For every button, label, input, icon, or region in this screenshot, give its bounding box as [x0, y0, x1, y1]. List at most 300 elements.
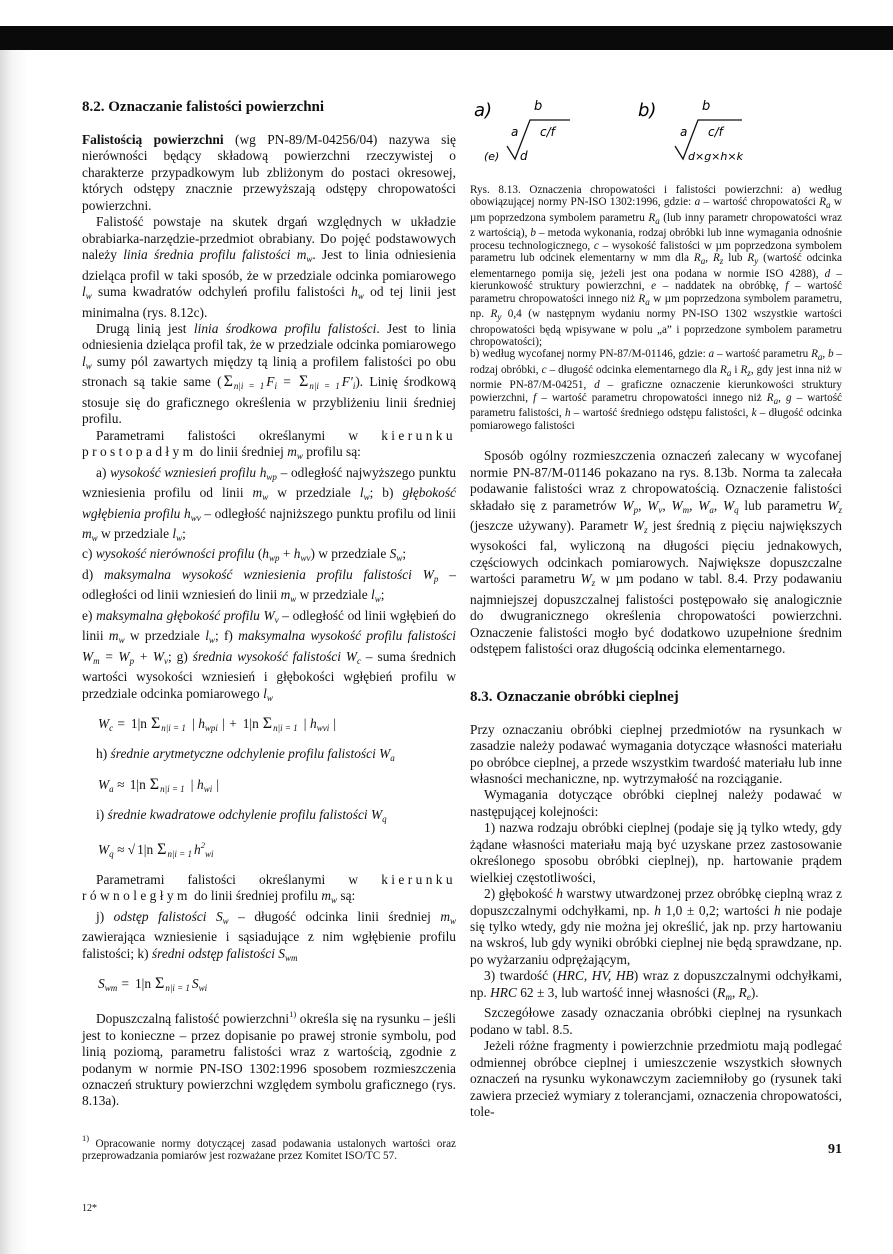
- text-run: ; b): [369, 485, 403, 501]
- paragraph: [82, 1006, 456, 1110]
- symbol-a: [474, 99, 570, 163]
- text-run: w przedziale: [124, 628, 206, 644]
- text-run: – długość odcinka pomiarowego falistości: [470, 407, 842, 432]
- text-run: – metoda wykonania, rodzaj obróbki lub inne wymagania odnośnie procesu technologicznego,: [470, 227, 842, 252]
- paragraph: [82, 428, 456, 465]
- text-run: R: [738, 984, 747, 1000]
- formula-wa: [98, 775, 456, 799]
- text-run: m: [280, 587, 291, 603]
- text-run: R: [638, 292, 646, 305]
- text-run: Jeżeli różne fragmenty i powierzchnie przedmiotu mają podlegać odmiennej obróbce cieplnej i umieszczenie wszystkich słownych oznaczeń na rysunku wykonawczym zaciemniłoby go (rysunek taki zawiera przecież wymiary z tolerancjami, oznaczenia chropowatości, tole-: [470, 1038, 842, 1120]
- text-run: Szczegółowe zasady oznaczania obróbki cieplnej na rysunkach podano w tabl. 8.5.: [470, 1005, 842, 1037]
- text-run: linia środkowa profilu falistości: [193, 320, 377, 336]
- text-run: . Jest to linia odniesienia dzieląca profil w taki sposób, że w przedziale odcinka pomiarowego: [82, 247, 456, 283]
- text-run: – suma średnich wartości wysokości wzniesień i głębokości wgłębień profilu w przedziale odcinka pomiarowego: [82, 648, 456, 701]
- text-run: g: [785, 391, 792, 404]
- summation-limits: n|i = 1: [273, 723, 298, 734]
- text-run: nie podaje się tylko wtedy, gdy nie można jej określić, jak np. przy hartowaniu na wskroś, lub gdy wyniki obróbki cieplnej nie będą sprawdzane, np. po wyżarzaniu odprężającym,: [470, 902, 842, 967]
- text-run: ; g): [168, 648, 193, 664]
- text-run: – wartość parametru chropowatości innego niż: [470, 280, 843, 305]
- text-run: W: [671, 497, 683, 513]
- text-run: S: [389, 546, 397, 562]
- text-run: e: [746, 991, 751, 1002]
- text-run: maksymalna wysokość profilu falistości W: [82, 628, 456, 664]
- list-item: [470, 886, 842, 968]
- text-run: warstwy utwardzonej przez obróbkę cieplną wraz z dopuszczalnymi odchyłkami, np.: [470, 886, 842, 918]
- text-run: v: [164, 655, 169, 666]
- text-run: a: [826, 200, 831, 211]
- text-run: ≈ √: [113, 841, 136, 857]
- figure-label-b: b): [638, 100, 657, 121]
- text-run: – wartość parametru falistości,: [470, 391, 843, 420]
- text-run: ; f): [214, 628, 239, 644]
- text-run: f: [533, 391, 537, 404]
- text-run: | +: [217, 716, 241, 732]
- text-run: v: [658, 504, 663, 515]
- text-run: ,: [778, 391, 786, 404]
- text-run: średnia wysokość falistości W: [192, 648, 358, 664]
- text-run: , gdy jest inna niż w normie PN-87/M-04251,: [470, 363, 843, 392]
- text-run: (wg PN-89/M-04256/04) nazywa się nierówności będący składową powierzchni rzeczywistej o charakterze przypadkowym lub zbliżonym do postaci okresowej, których odstępy znacznie przewyższają odstępy chropowatości powierzchni.: [82, 132, 456, 213]
- text-run: suma kwadratów odchyleń profilu falistości: [91, 284, 352, 300]
- text-run: a: [708, 348, 715, 361]
- text-run: w: [85, 360, 92, 371]
- summation-limits: n|i = 1: [165, 983, 190, 994]
- text-run: =: [117, 976, 133, 992]
- scan-left-edge: [0, 50, 28, 1254]
- text-run: c: [357, 655, 362, 666]
- text-run: W: [580, 571, 592, 587]
- text-run: w: [118, 635, 125, 646]
- text-run: m: [725, 991, 732, 1002]
- field-b: b: [534, 99, 543, 114]
- summation: [155, 975, 190, 994]
- text-run: Falistość powstaje na skutek drgań względnych w układzie obrabiarka-narzędzie-przedmiot obrabiany. Do pojęć podstawowych należy: [82, 214, 456, 263]
- text-run: W: [98, 841, 110, 857]
- text-run: d: [824, 267, 831, 280]
- text-run: q: [109, 848, 114, 859]
- text-run: p: [433, 573, 439, 584]
- text-run: – wartość parametru: [714, 348, 812, 361]
- right-column: [470, 92, 842, 1158]
- text-run: F′: [341, 374, 353, 390]
- text-run: – wysokość falistości w µm poprzedzona symbolem parametru lub odcinek elementarny w mm dla: [470, 239, 842, 265]
- text-run: h: [556, 886, 563, 902]
- text-run: w µm poprzedzona symbolem parametru: [470, 196, 842, 224]
- text-run: wysokość wzniesień profilu h: [110, 464, 267, 480]
- text-run: wm: [104, 983, 118, 994]
- text-run: 1): [82, 1132, 90, 1143]
- text-run: | h: [187, 716, 205, 732]
- text-run: | h: [299, 716, 317, 732]
- text-run: R: [693, 252, 701, 265]
- text-run: wv: [190, 512, 201, 523]
- paragraph: [470, 722, 842, 788]
- text-run: w przedziale: [97, 525, 173, 541]
- text-run: 1,0 ± 0,2; wartości: [660, 902, 774, 918]
- text-run: średnie arytmetyczne odchylenie profilu falistości W: [110, 746, 391, 762]
- text-run: Falistością powierzchni: [82, 132, 224, 147]
- list-item: [82, 567, 456, 608]
- sigma-symbol: Σ: [155, 975, 165, 993]
- text-run: wv: [300, 553, 311, 564]
- summation-limits: n|i = 1: [161, 723, 186, 734]
- text-run: ).: [750, 984, 759, 1000]
- text-run: Opracowanie normy dotyczącej zasad podawania ustalonych wartości oraz przeprowadzania pomiarów jest rozważane przez Komitet ISO/TC 57.: [82, 1137, 456, 1163]
- page-number: 91: [828, 1142, 842, 1158]
- text-run: c: [541, 363, 547, 376]
- list-item: [82, 465, 456, 547]
- text-run: Drugą linią jest: [96, 320, 194, 336]
- text-run: wpi: [204, 723, 218, 734]
- paragraph: [82, 872, 456, 909]
- formula-wq: [98, 835, 456, 864]
- text-run: ;: [380, 587, 385, 603]
- text-run: W: [827, 497, 839, 513]
- text-run: R: [811, 348, 818, 361]
- text-run: R: [490, 308, 498, 321]
- fraction: 1|n: [130, 716, 147, 732]
- text-run: – kierunkowość struktury powierzchni,: [470, 267, 842, 293]
- text-run: d): [82, 566, 105, 582]
- text-run: średni odstęp falistości S: [151, 945, 285, 961]
- text-run: ,: [713, 497, 723, 513]
- sigma-symbol: Σ: [223, 373, 233, 391]
- text-run: . Jest to linia odniesienia dzieląca profil tak, że w przedziale odcinka pomiarowego: [82, 320, 456, 353]
- text-run: d: [594, 379, 600, 392]
- text-run: h): [96, 746, 111, 762]
- text-run: HRC, HV, HB: [557, 968, 634, 984]
- text-run: c): [82, 546, 96, 562]
- text-run: 1): [289, 1009, 297, 1020]
- text-run: ) w przedziale: [310, 546, 390, 562]
- summation-limits: n|i = 1: [233, 381, 265, 392]
- text-run: z: [838, 504, 842, 515]
- caption-part-a: [470, 184, 842, 348]
- text-run: głębokość wgłębienia profilu h: [82, 485, 456, 521]
- text-run: kierunku równoległym: [82, 871, 456, 904]
- text-run: – naddatek na obróbkę,: [656, 280, 786, 293]
- text-run: w: [396, 553, 403, 564]
- text-run: są:: [337, 888, 356, 904]
- text-run: a: [694, 196, 701, 209]
- text-run: l: [359, 485, 364, 501]
- sigma-symbol: Σ: [262, 715, 273, 733]
- text-run: a: [700, 256, 706, 267]
- text-run: Sposób ogólny rozmieszczenia oznaczeń zalecany w wycofanej normie PN-87/M-01146 pokazano na rys. 8.13b. Norma ta zalecała podawanie falistości wraz z chropowatością. Oznaczenie falistości składało się z parametrów: [470, 448, 842, 513]
- text-run: l: [82, 353, 86, 369]
- text-run: – długość odcinka elementarnego dla: [546, 363, 720, 376]
- text-run: + W: [134, 648, 165, 664]
- text-run: R: [712, 252, 720, 265]
- text-run: w: [331, 895, 338, 906]
- text-run: ,: [662, 497, 672, 513]
- text-run: l: [172, 525, 177, 541]
- text-run: (jeszcze używany). Parametr: [470, 517, 633, 533]
- text-run: w: [449, 915, 456, 926]
- paragraph: [82, 132, 456, 214]
- text-run: l: [205, 628, 209, 644]
- text-run: w: [363, 492, 370, 503]
- text-run: R: [747, 252, 755, 265]
- fraction: 1|n: [129, 776, 146, 792]
- text-run: b) według wycofanej normy PN-87/M-01146, gdzie:: [470, 348, 709, 361]
- text-run: 2) głębokość: [484, 886, 557, 902]
- list-item: [82, 746, 456, 766]
- text-run: w przedziale: [268, 485, 360, 501]
- text-run: a: [773, 395, 779, 406]
- field-e: (e): [484, 150, 500, 163]
- figure-caption: [470, 184, 842, 432]
- text-run: q: [382, 813, 387, 824]
- text-run: wi: [203, 783, 213, 794]
- text-run: Dopuszczalną falistość powierzchni: [96, 1011, 290, 1027]
- summation: [157, 842, 192, 857]
- text-run: R: [719, 363, 727, 376]
- text-run: w: [222, 915, 229, 926]
- text-run: a: [390, 753, 395, 764]
- text-run: – długość odcinka linii średniej: [228, 908, 441, 924]
- text-run: a: [726, 367, 732, 378]
- text-run: w: [306, 254, 313, 265]
- sigma-symbol: Σ: [299, 373, 309, 391]
- text-run: wvi: [316, 723, 330, 734]
- text-run: h: [564, 407, 571, 420]
- text-run: 62 ± 3, lub wartość innej własności (: [516, 984, 718, 1000]
- text-run: w: [357, 291, 364, 302]
- summation-limits: n|i = 1: [309, 381, 340, 392]
- text-run: h: [773, 902, 781, 918]
- text-run: a): [96, 464, 111, 480]
- summation: [223, 373, 265, 392]
- text-run: e): [82, 607, 97, 623]
- text-run: 0,4 (w następnym wydaniu normy PN-ISO 1302 wszystkie wartości chropowatości będą wpisywane w polu „a” i poprzedzone symbolem parametru chropowatości);: [470, 308, 843, 348]
- text-run: i: [731, 363, 741, 376]
- field-a: a: [511, 125, 519, 139]
- text-run: W: [647, 497, 659, 513]
- text-run: – graficzne oznaczenie kierunkowości struktury powierzchni,: [470, 379, 842, 404]
- text-run: – rodzaj obróbki,: [470, 348, 843, 376]
- text-run: h: [194, 841, 201, 857]
- summation: [150, 777, 185, 792]
- list-item: [82, 608, 456, 706]
- paragraph: [82, 321, 456, 428]
- formula-wc: [98, 714, 456, 738]
- text-run: R: [740, 363, 748, 376]
- text-run: W: [698, 497, 710, 513]
- field-d-g-h-k: d×g×h×k: [688, 150, 743, 163]
- text-run: m: [252, 485, 263, 501]
- text-run: ,: [638, 497, 648, 513]
- text-run: | h: [186, 776, 204, 792]
- text-run: w: [176, 532, 183, 543]
- field-d: d: [520, 149, 528, 163]
- section-heading-8-3: 8.3. Oznaczanie obróbki cieplnej: [470, 688, 679, 705]
- text-run: Przy oznaczaniu obróbki cieplnej przedmiotów na rysunkach w zasadzie należy podawać wymagania dotyczące własności materiału po obróbce cieplnej, a przede wszystkim twardość materiału lub inne własności mechaniczne, np. wytrzymałość na rozciąganie.: [470, 721, 842, 786]
- text-run: w µm poprzedzona symbolem parametru, np.: [470, 292, 843, 321]
- text-run: k: [751, 407, 757, 420]
- text-run: y: [497, 312, 502, 323]
- text-run: S: [98, 976, 105, 992]
- text-run: wi: [198, 983, 208, 994]
- text-run: W: [722, 497, 735, 513]
- summation: [299, 373, 340, 392]
- text-run: od tej linii jest minimalna (rys. 8.12c).: [82, 284, 456, 320]
- text-run: w µm podano w tabl. 8.4. Przy podawaniu najmniejszej dopuszczalnej falistości postępowało się analogicznie do dwugranicznego określenia chropowatości powierzchni. Oznaczenie falistości mogło być dodatkowo uzupełnione średnim odstępem falistości oraz długością odcinka elementarnego.: [470, 571, 842, 657]
- text-run: Parametrami falistości określanymi w: [96, 427, 382, 443]
- text-run: p: [129, 655, 135, 666]
- text-run: h: [654, 902, 661, 918]
- text-run: m: [321, 888, 332, 904]
- summation-limits: n|i = 1: [167, 848, 193, 859]
- text-run: wp: [268, 553, 280, 564]
- text-run: l: [82, 284, 86, 300]
- text-run: ,: [689, 497, 699, 513]
- text-run: – odległość najniższego punktu profilu od linii: [200, 505, 456, 521]
- text-run: W: [98, 716, 110, 732]
- fraction: 1|n: [134, 976, 152, 992]
- text-run: 2: [200, 839, 205, 850]
- text-run: z: [719, 256, 724, 267]
- text-run: maksymalna głębokość profilu W: [96, 607, 275, 623]
- text-run: zawierająca wzniesienie i sąsiadujące z nim wgłębienie profilu falistości; k): [82, 929, 456, 961]
- text-run: ,: [822, 348, 829, 361]
- text-run: h: [351, 284, 358, 300]
- list-item: [82, 909, 456, 966]
- text-run: =: [113, 716, 129, 732]
- paragraph: [470, 1005, 842, 1038]
- section-heading-8-2: 8.2. Oznaczanie falistości powierzchni: [82, 99, 325, 115]
- text-run: =: [276, 374, 298, 390]
- text-run: Parametrami falistości określanymi w: [96, 871, 382, 887]
- text-run: i: [274, 381, 277, 392]
- text-run: W: [622, 497, 634, 513]
- text-run: W: [98, 776, 110, 792]
- field-a: a: [680, 125, 688, 139]
- text-run: – wartość parametru chropowatości innego niż: [536, 391, 767, 404]
- text-run: R: [648, 211, 656, 224]
- text-run: i): [96, 806, 108, 822]
- text-run: R: [717, 984, 726, 1000]
- footnote: [82, 1132, 456, 1163]
- paragraph: [470, 787, 842, 820]
- formula-swm: [98, 974, 456, 998]
- text-run: kierunku prostopadłym: [82, 427, 456, 460]
- text-run: b: [530, 227, 537, 240]
- text-run: 3) twardość (: [484, 968, 558, 984]
- text-run: c: [593, 239, 599, 252]
- text-run: p: [633, 504, 639, 515]
- text-run: w: [85, 291, 92, 302]
- text-run: q: [734, 504, 739, 515]
- text-run: w: [208, 635, 215, 646]
- text-run: m: [82, 525, 92, 541]
- left-column: [82, 98, 456, 1215]
- text-run: profilu są:: [302, 444, 361, 460]
- text-run: – wartość średniego odstępu falistości,: [570, 407, 752, 420]
- sigma-symbol: Σ: [157, 840, 167, 858]
- text-run: (: [254, 546, 263, 562]
- text-run: wi: [204, 848, 214, 859]
- text-run: v: [274, 614, 279, 625]
- list-item: [470, 820, 842, 886]
- text-run: w: [290, 594, 297, 605]
- summation-limits: n|i = 1: [160, 783, 185, 794]
- text-run: – odległości od linii wzniesień do linii: [82, 566, 456, 603]
- text-run: wm: [284, 952, 298, 963]
- text-run: Rys. 8.13. Oznaczenia chropowatości i falistości powierzchni: a) według obowiązującej normy PN-ISO 1302:1996, gdzie:: [470, 184, 842, 209]
- text-run: m: [440, 908, 450, 924]
- text-run: wp: [266, 471, 277, 482]
- text-run: S: [191, 976, 199, 992]
- text-run: ). Linię środkową stosuje się do graficznego określenia w przybliżeniu linii średniej profilu.: [82, 374, 456, 427]
- text-run: z: [747, 367, 751, 378]
- scan-top-border: [0, 26, 893, 50]
- text-run: F: [266, 374, 275, 390]
- text-run: ;: [402, 546, 407, 562]
- fraction: 1|n: [137, 841, 154, 857]
- text-run: R: [819, 196, 827, 209]
- text-run: +: [279, 546, 294, 562]
- text-run: ,: [731, 984, 739, 1000]
- list-item: [82, 546, 456, 566]
- text-run: a: [109, 783, 114, 794]
- field-cf: c/f: [708, 125, 723, 139]
- text-run: w: [91, 532, 98, 543]
- text-run: l: [263, 685, 267, 701]
- text-run: m: [93, 655, 100, 666]
- surface-symbols-drawing: [470, 92, 842, 172]
- text-run: i: [352, 381, 356, 392]
- text-run: w: [262, 492, 269, 503]
- text-run: c: [109, 723, 114, 734]
- field-b: b: [702, 99, 711, 114]
- figure-label-a: a): [474, 100, 493, 121]
- text-run: = W: [99, 648, 130, 664]
- text-run: w: [296, 451, 303, 462]
- text-run: |: [329, 716, 337, 732]
- text-run: Wymagania dotyczące obróbki cieplnej należy podawać w następującej kolejności:: [470, 787, 842, 819]
- text-run: l: [371, 587, 375, 603]
- symbol-b: [638, 99, 744, 163]
- list-item: [82, 807, 456, 827]
- text-run: (lub inny parametr chropowatości wraz z wartością),: [470, 211, 842, 240]
- list-item: [470, 968, 842, 1005]
- caption-part-b: [470, 348, 842, 432]
- text-run: – odległość od linii wgłębień do linii: [82, 607, 456, 644]
- text-run: HRC: [490, 984, 517, 1000]
- text-run: z: [591, 578, 596, 589]
- text-run: y: [754, 256, 759, 267]
- text-run: m: [108, 628, 119, 644]
- text-run: sumy pól zawartych między tą linią a profilem falistości po obu stronach są takie same (: [82, 353, 456, 390]
- text-run: określa się na rysunku – jeśli jest to konieczne – przez dopisanie po prawej stronie symbolu, pod linią poziomą, parametru falistości wraz z wartością, zgodnie z podanym w normie PN-ISO 1302:1996 sposobem rozmieszczenia oznaczeń struktury powierzchni względem symbolu graficznego (rys. 8.13a).: [82, 1011, 456, 1109]
- text-run: |: [212, 776, 220, 792]
- paragraph: [470, 448, 842, 657]
- text-run: a: [817, 352, 823, 363]
- text-run: (wartość odcinka elementarnego pomija się, jeżeli jest ona podana w normie ISO 4288),: [470, 252, 843, 280]
- sigma-symbol: Σ: [149, 775, 160, 793]
- text-run: w przedziale: [296, 587, 372, 603]
- text-run: lub parametru: [738, 497, 828, 513]
- text-run: linia średnia profilu falistości m: [123, 247, 307, 263]
- text-run: j): [96, 908, 114, 924]
- text-run: m: [287, 444, 297, 460]
- text-run: ,: [705, 252, 713, 265]
- text-run: – wartość chropowatości: [700, 196, 820, 209]
- text-run: do linii średniej profilu: [190, 888, 322, 904]
- text-run: e: [651, 280, 657, 293]
